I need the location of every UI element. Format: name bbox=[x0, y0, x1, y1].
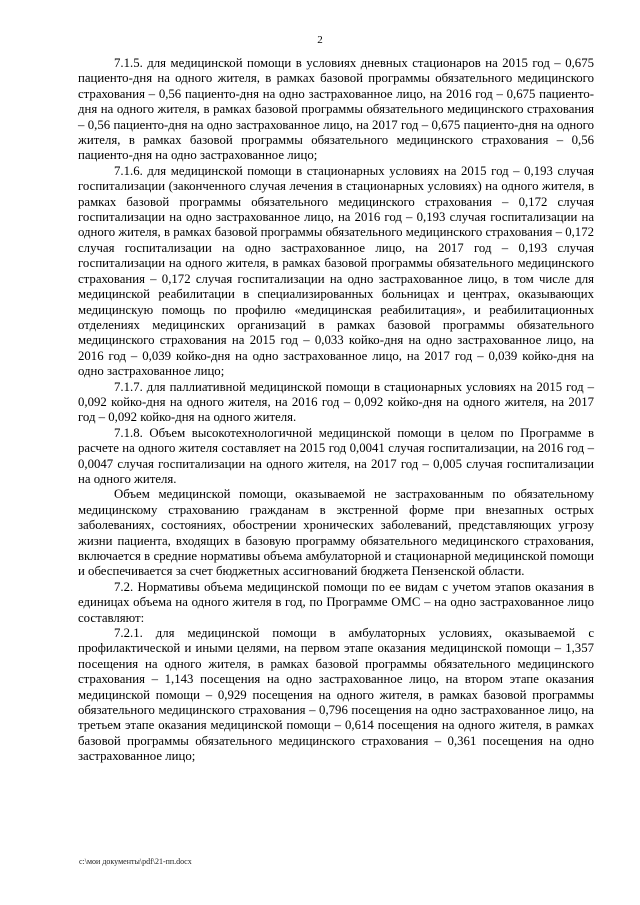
footer-file-path: c:\мои документы\pdf\21-пп.docx bbox=[79, 857, 192, 866]
paragraph-7-1-5: 7.1.5. для медицинской помощи в условиях дневных стационаров на 2015 год – 0,675 пациенто-дня на одного жителя, в рамках базовой программы обязательного медицинского страхования – 0,56 пациенто-дня на одно застрахованное лицо, на 2016 год – 0,675 пациенто-дня на одного жителя, в рамках базовой программы обязательного медицинского страхования – 0,56 пациенто-дня на одно застрахованное лицо, на 2017 год – 0,675 пациенто-дня на одного жителя, в рамках базовой программы обязательного медицинского страхования – 0,56 пациенто-дня на одно застрахованное лицо; bbox=[78, 56, 594, 163]
paragraph-emergency-care: Объем медицинской помощи, оказываемой не застрахованным по обязательному медицинскому страхованию гражданам в экстренной форме при внезапных острых заболеваниях, состояниях, обострении хронических заболеваний, представляющих угрозу жизни пациента, входящих в базовую программу обязательного медицинского страхования, включается в средние нормативы объема амбулаторной и стационарной медицинской помощи и обеспечивается за счет бюджетных ассигнований бюджета Пензенской области. bbox=[78, 487, 594, 579]
page-number: 2 bbox=[317, 34, 323, 46]
paragraph-7-1-6: 7.1.6. для медицинской помощи в стационарных условиях на 2015 год – 0,193 случая госпитализации (законченного случая лечения в стационарных условиях) на одного жителя, в рамках базовой программы обязательного медицинского страхования – 0,172 случая госпитализации на одно застрахованное лицо, на 2016 год – 0,193 случая госпитализации на одного жителя, в рамках базовой программы обязательного медицинского страхования – 0,172 случая госпитализации на одно застрахованное лицо, на 2017 год – 0,193 случая госпитализации на одного жителя, в рамках базовой программы обязательного медицинского страхования – 0,172 случая госпитализации на одно застрахованное лицо, в том числе для медицинской реабилитации в специализированных больницах и центрах, оказывающих медицинскую помощь по профилю «медицинская реабилитация», и реабилитационных отделениях медицинских организаций в рамках базовой программы обязательного медицинского страхования на 2015 год – 0,033 койко-дня на одно застрахованное лицо, на 2016 год – 0,039 койко-дня на одно застрахованное лицо, на 2017 год – 0,039 койко-дня на одно застрахованное лицо; bbox=[78, 163, 594, 379]
document-body bbox=[78, 56, 594, 765]
paragraph-7-1-8: 7.1.8. Объем высокотехнологичной медицинской помощи в целом по Программе в расчете на одного жителя составляет на 2015 год 0,0041 случая госпитализации, на 2016 год – 0,0047 случая госпитализации на одного жителя, на 2017 год – 0,005 случая госпитализации на одного жителя. bbox=[78, 425, 594, 486]
paragraph-7-1-7: 7.1.7. для паллиативной медицинской помощи в стационарных условиях на 2015 год – 0,092 койко-дня на одного жителя, на 2016 год – 0,092 койко-дня на одного жителя, на 2017 год – 0,092 койко-дня на одного жителя. bbox=[78, 379, 594, 425]
paragraph-7-2: 7.2. Нормативы объема медицинской помощи по ее видам с учетом этапов оказания в единицах объема на одного жителя в год, по Программе ОМС – на одно застрахованное лицо составляют: bbox=[78, 579, 594, 625]
paragraph-7-2-1: 7.2.1. для медицинской помощи в амбулаторных условиях, оказываемой с профилактической и иными целями, на первом этапе оказания медицинской помощи – 1,357 посещения на одного жителя, в рамках базовой программы обязательного медицинского страхования – 1,143 посещения на одно застрахованное лицо, на втором этапе оказания медицинской помощи – 0,929 посещения на одного жителя, в рамках базовой программы обязательного медицинского страхования – 0,796 посещения на одно застрахованное лицо, на третьем этапе оказания медицинской помощи – 0,614 посещения на одного жителя, в рамках базовой программы обязательного медицинского страхования – 0,361 посещения на одно застрахованное лицо; bbox=[78, 626, 594, 764]
